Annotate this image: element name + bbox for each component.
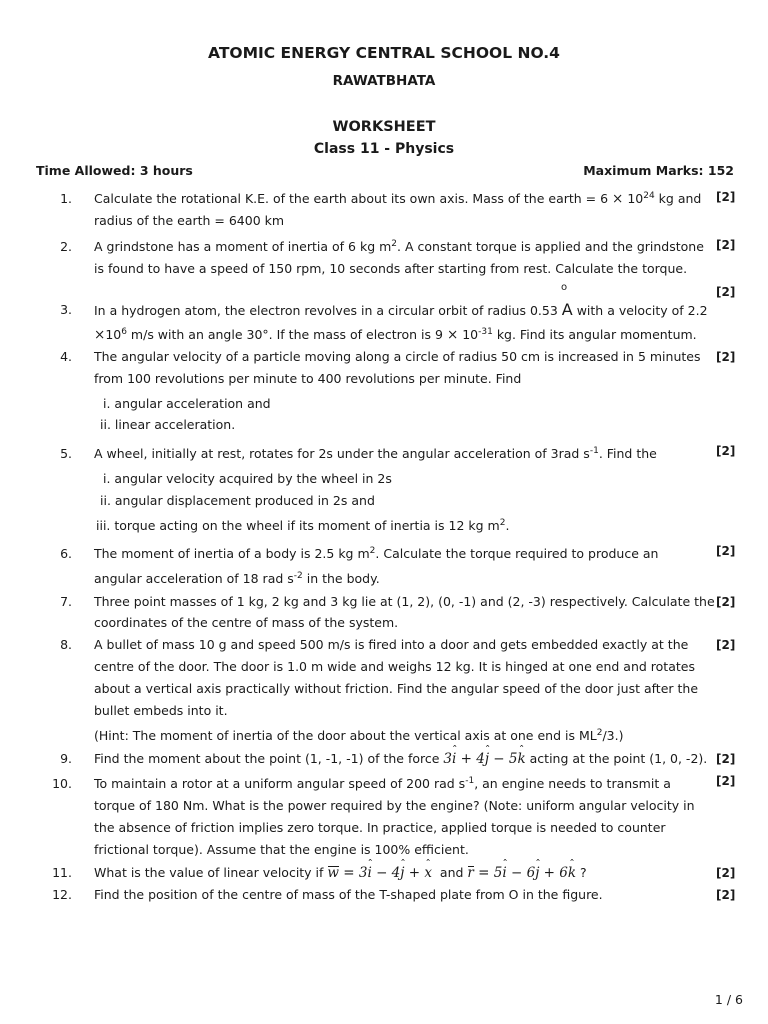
- question-text: frictional torque). Assume that the engine is 100% efficient.: [94, 842, 469, 857]
- force-vector: 3i ˆ + 4j ˆ − 5k ˆ: [443, 751, 525, 767]
- question-text: bullet embeds into it.: [94, 703, 228, 718]
- worksheet-title: WORKSHEET: [332, 119, 436, 135]
- angular-velocity-vector: w = 3i ˆ − 4j ˆ + x ˆ: [327, 865, 432, 881]
- school-name: ATOMIC ENERGY CENTRAL SCHOOL NO.4: [208, 44, 560, 62]
- question-number: 11.: [52, 865, 72, 880]
- question-text: is found to have a speed of 150 rpm, 10 seconds after starting from rest. Calculate the torque.: [94, 261, 688, 276]
- sub-item: i. angular acceleration and: [103, 396, 271, 411]
- question-text: $\times 10^6$ m/s with an angle 30°. If the mass of electron is $9 \times 10^{-31}$ kg. Find its angular momentum.: [94, 327, 697, 343]
- question-marks: [2]: [716, 190, 736, 204]
- page-number: 1 / 6: [714, 992, 743, 1007]
- question-marks: [2]: [716, 444, 736, 458]
- sub-item: ii. linear acceleration.: [100, 417, 236, 432]
- question-text: the absence of friction implies zero torque. In practice, applied torque is needed to counter: [94, 820, 666, 835]
- class-subject: Class 11 - Physics: [313, 141, 455, 157]
- maximum-marks: Maximum Marks: 152: [583, 163, 734, 178]
- question-number: 3.: [60, 302, 72, 317]
- angstrom-ring: o: [561, 282, 568, 293]
- question-text: from 100 revolutions per minute to 400 revolutions per minute. Find: [94, 371, 522, 386]
- question-text: centre of the door. The door is 1.0 m wide and weighs 12 kg. It is hinged at one end and rotates: [94, 659, 695, 674]
- question-number: 4.: [60, 349, 72, 364]
- question-marks: [2]: [716, 595, 736, 609]
- sub-item: iii. torque acting on the wheel if its moment of inertia is 12 kg $m^2$.: [96, 518, 510, 533]
- question-number: 8.: [60, 637, 72, 652]
- question-marks: [2]: [716, 238, 736, 252]
- question-text: In a hydrogen atom, the electron revolves in a circular orbit of radius 0.53 A with a velocity of 2.2: [94, 300, 708, 319]
- question-number: 1.: [60, 191, 72, 206]
- question-text: A grindstone has a moment of inertia of 6 kg $m^2$. A constant torque is applied and the grindstone: [94, 239, 704, 254]
- question-text: Calculate the rotational K.E. of the earth about its own axis. Mass of the earth = $6 \times 10^{24}$ kg and: [94, 191, 702, 207]
- question-number: 2.: [60, 239, 72, 254]
- question-marks: [2]: [716, 544, 736, 558]
- question-text: Find the moment about the point (1, -1, -1) of the force 3i ˆ + 4j ˆ − 5k ˆ acting at the point (1, 0, -2).: [94, 751, 707, 767]
- question-text: What is the value of linear velocity if w = 3i ˆ − 4j ˆ + x ˆ and r = 5i ˆ − 6j ˆ + 6k ˆ ?: [94, 865, 587, 881]
- sub-item: ii. angular displacement produced in 2s and: [100, 493, 375, 508]
- question-text: To maintain a rotor at a uniform angular speed of 200 rad $s^{-1}$, an engine needs to transmit a: [94, 776, 671, 791]
- question-text: coordinates of the centre of mass of the system.: [94, 615, 399, 630]
- time-allowed: Time Allowed: 3 hours: [36, 163, 193, 178]
- sub-item: i. angular velocity acquired by the wheel in 2s: [103, 471, 392, 486]
- question-text: angular acceleration of 18 rad $s^{-2}$ in the body.: [94, 571, 380, 586]
- question-text: radius of the earth = 6400 km: [94, 213, 285, 228]
- question-marks: [2]: [716, 752, 736, 766]
- question-number: 7.: [60, 594, 72, 609]
- question-number: 5.: [60, 446, 72, 461]
- question-text: Find the position of the centre of mass of the T-shaped plate from O in the figure.: [94, 887, 603, 902]
- question-hint: (Hint: The moment of inertia of the door about the vertical axis at one end is $ML^2/3$.): [94, 728, 624, 743]
- school-location: RAWATBHATA: [332, 73, 436, 89]
- question-marks: [2]: [716, 774, 736, 788]
- question-text: torque of 180 Nm. What is the power required by the engine? (Note: uniform angular velocity in: [94, 798, 695, 813]
- question-marks: [2]: [716, 285, 736, 299]
- question-number: 6.: [60, 546, 72, 561]
- question-text: A wheel, initially at rest, rotates for 2s under the angular acceleration of 3rad $s^{-1}$. Find the: [94, 446, 657, 461]
- question-text: Three point masses of 1 kg, 2 kg and 3 kg lie at (1, 2), (0, -1) and (2, -3) respectively. Calculate the: [94, 594, 715, 609]
- question-number: 12.: [52, 887, 72, 902]
- question-number: 9.: [60, 751, 72, 766]
- question-text: The angular velocity of a particle moving along a circle of radius 50 cm is increased in 5 minutes: [94, 349, 701, 364]
- question-marks: [2]: [716, 350, 736, 364]
- question-number: 10.: [52, 776, 72, 791]
- position-vector: r = 5i ˆ − 6j ˆ + 6k ˆ: [467, 865, 576, 881]
- question-text: A bullet of mass 10 g and speed 500 m/s is fired into a door and gets embedded exactly at the: [94, 637, 689, 652]
- question-marks: [2]: [716, 866, 736, 880]
- question-marks: [2]: [716, 638, 736, 652]
- question-text: The moment of inertia of a body is 2.5 kg $m^2$. Calculate the torque required to produce an: [94, 546, 659, 561]
- question-marks: [2]: [716, 888, 736, 902]
- question-text: about a vertical axis practically without friction. Find the angular speed of the door just after the: [94, 681, 699, 696]
